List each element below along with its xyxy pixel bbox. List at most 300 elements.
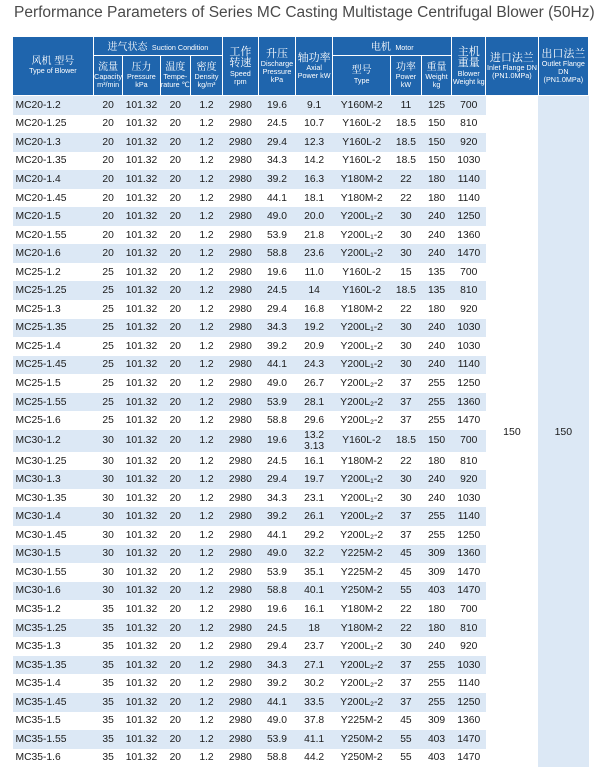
cell-density: 1.2: [191, 712, 223, 731]
cell-temperature: 20: [160, 133, 191, 152]
cell-motor-type: Y200L₂-2: [333, 374, 391, 393]
cell-speed: 2980: [222, 281, 258, 300]
cell-blower-weight: 700: [452, 96, 486, 115]
cell-motor-weight: 309: [421, 563, 452, 582]
cell-speed: 2980: [222, 693, 258, 712]
cell-discharge: 58.8: [258, 582, 295, 601]
header-capacity: 流量 Capacity m³/min: [93, 56, 123, 96]
cell-axial-power: 33.5: [296, 693, 333, 712]
cell-pressure: 101.32: [123, 545, 160, 564]
inlet-flange-value: 150: [486, 96, 538, 768]
page-title: Performance Parameters of Series MC Casting Multistage Centrifugal Blower (50Hz): [14, 4, 595, 21]
cell-density: 1.2: [191, 356, 223, 375]
axial-power-value-2: 3.13: [304, 440, 325, 452]
axial-power-value: 13.2: [304, 429, 325, 441]
cell-capacity: 20: [93, 96, 123, 115]
cell-density: 1.2: [191, 374, 223, 393]
cell-pressure: 101.32: [123, 133, 160, 152]
cell-temperature: 20: [160, 244, 191, 263]
header-speed: 工作 转速 Speed rpm: [222, 37, 258, 96]
cell-motor-weight: 403: [421, 749, 452, 768]
cell-model: MC30-1.55: [13, 563, 94, 582]
cell-blower-weight: 1140: [452, 356, 486, 375]
cell-motor-weight: 309: [421, 712, 452, 731]
cell-motor-type: Y200L₁-2: [333, 470, 391, 489]
cell-discharge: 34.3: [258, 319, 295, 338]
cell-capacity: 30: [93, 582, 123, 601]
cell-axial-power: 26.7: [296, 374, 333, 393]
cell-axial-power: 40.1: [296, 582, 333, 601]
cell-density: 1.2: [191, 489, 223, 508]
cell-motor-weight: 240: [421, 244, 452, 263]
cell-capacity: 20: [93, 189, 123, 208]
cell-motor-weight: 255: [421, 393, 452, 412]
cell-blower-weight: 1140: [452, 507, 486, 526]
cell-speed: 2980: [222, 730, 258, 749]
cell-density: 1.2: [191, 452, 223, 471]
cell-blower-weight: 1140: [452, 170, 486, 189]
cell-discharge: 24.5: [258, 452, 295, 471]
cell-discharge: 34.3: [258, 656, 295, 675]
cell-density: 1.2: [191, 96, 223, 115]
cell-blower-weight: 1140: [452, 674, 486, 693]
cell-density: 1.2: [191, 674, 223, 693]
header-model: 风机 型号 Type of Blower: [13, 37, 94, 96]
header-motor-weight: 重量 Weight kg: [421, 56, 452, 96]
cell-motor-power: 37: [391, 674, 422, 693]
header-axial-power: 轴功率 Axial Power kW: [296, 37, 333, 96]
cell-discharge: 24.5: [258, 619, 295, 638]
cell-density: 1.2: [191, 226, 223, 245]
cell-temperature: 20: [160, 693, 191, 712]
cell-blower-weight: 810: [452, 619, 486, 638]
cell-pressure: 101.32: [123, 96, 160, 115]
cell-temperature: 20: [160, 411, 191, 430]
cell-blower-weight: 810: [452, 115, 486, 134]
cell-capacity: 20: [93, 152, 123, 171]
cell-capacity: 30: [93, 563, 123, 582]
cell-density: 1.2: [191, 393, 223, 412]
cell-model: MC20-1.6: [13, 244, 94, 263]
cell-capacity: 20: [93, 226, 123, 245]
cell-model: MC30-1.5: [13, 545, 94, 564]
cell-blower-weight: 1250: [452, 207, 486, 226]
cell-speed: 2980: [222, 189, 258, 208]
cell-temperature: 20: [160, 96, 191, 115]
cell-discharge: 19.6: [258, 96, 295, 115]
cell-axial-power: 37.8: [296, 712, 333, 731]
cell-motor-type: Y200L₁-2: [333, 337, 391, 356]
cell-temperature: 20: [160, 470, 191, 489]
cell-motor-type: Y160L-2: [333, 281, 391, 300]
cell-axial-power: 18: [296, 619, 333, 638]
cell-motor-type: Y250M-2: [333, 749, 391, 768]
cell-pressure: 101.32: [123, 712, 160, 731]
cell-discharge: 58.8: [258, 244, 295, 263]
cell-motor-power: 55: [391, 730, 422, 749]
cell-blower-weight: 1250: [452, 526, 486, 545]
cell-model: MC35-1.45: [13, 693, 94, 712]
cell-blower-weight: 1030: [452, 656, 486, 675]
cell-axial-power: 21.8: [296, 226, 333, 245]
cell-motor-type: Y180M-2: [333, 600, 391, 619]
cell-blower-weight: 1250: [452, 693, 486, 712]
cell-blower-weight: 1470: [452, 582, 486, 601]
cell-density: 1.2: [191, 207, 223, 226]
cell-model: MC35-1.4: [13, 674, 94, 693]
cell-axial-power: 41.1: [296, 730, 333, 749]
cell-discharge: 39.2: [258, 337, 295, 356]
cell-capacity: 35: [93, 656, 123, 675]
cell-discharge: 44.1: [258, 356, 295, 375]
cell-axial-power: 32.2: [296, 545, 333, 564]
cell-blower-weight: 700: [452, 600, 486, 619]
cell-temperature: 20: [160, 430, 191, 452]
cell-motor-power: 45: [391, 712, 422, 731]
header-inlet-flange: 进口法兰 Inlet Flange DN (PN1.0MPa): [486, 37, 538, 96]
cell-motor-power: 11: [391, 96, 422, 115]
cell-density: 1.2: [191, 507, 223, 526]
cell-motor-power: 18.5: [391, 133, 422, 152]
cell-density: 1.2: [191, 582, 223, 601]
cell-model: MC35-1.55: [13, 730, 94, 749]
cell-motor-power: 18.5: [391, 430, 422, 452]
cell-capacity: 25: [93, 300, 123, 319]
cell-pressure: 101.32: [123, 319, 160, 338]
cell-model: MC25-1.45: [13, 356, 94, 375]
cell-temperature: 20: [160, 263, 191, 282]
cell-motor-power: 30: [391, 356, 422, 375]
cell-temperature: 20: [160, 319, 191, 338]
cell-capacity: 20: [93, 207, 123, 226]
cell-density: 1.2: [191, 133, 223, 152]
cell-capacity: 20: [93, 244, 123, 263]
cell-temperature: 20: [160, 582, 191, 601]
cell-motor-weight: 255: [421, 411, 452, 430]
cell-speed: 2980: [222, 430, 258, 452]
cell-motor-type: Y180M-2: [333, 619, 391, 638]
cell-blower-weight: 1030: [452, 152, 486, 171]
cell-motor-type: Y160L-2: [333, 430, 391, 452]
cell-density: 1.2: [191, 115, 223, 134]
cell-motor-type: Y200L₁-2: [333, 226, 391, 245]
cell-model: MC20-1.5: [13, 207, 94, 226]
cell-discharge: 49.0: [258, 545, 295, 564]
cell-motor-power: 30: [391, 207, 422, 226]
cell-motor-weight: 309: [421, 545, 452, 564]
cell-speed: 2980: [222, 489, 258, 508]
cell-motor-weight: 150: [421, 133, 452, 152]
cell-discharge: 53.9: [258, 393, 295, 412]
cell-speed: 2980: [222, 337, 258, 356]
cell-blower-weight: 1470: [452, 411, 486, 430]
cell-speed: 2980: [222, 637, 258, 656]
cell-motor-weight: 150: [421, 115, 452, 134]
cell-motor-type: Y160M-2: [333, 96, 391, 115]
cell-axial-power: 16.8: [296, 300, 333, 319]
cell-motor-weight: 255: [421, 693, 452, 712]
cell-model: MC25-1.2: [13, 263, 94, 282]
cell-motor-power: 37: [391, 693, 422, 712]
header-density: 密度 Density kg/m³: [191, 56, 223, 96]
cell-motor-weight: 135: [421, 263, 452, 282]
cell-motor-power: 37: [391, 393, 422, 412]
cell-capacity: 35: [93, 619, 123, 638]
cell-blower-weight: 1140: [452, 189, 486, 208]
cell-model: MC35-1.5: [13, 712, 94, 731]
cell-speed: 2980: [222, 374, 258, 393]
cell-blower-weight: 1030: [452, 319, 486, 338]
cell-motor-weight: 180: [421, 300, 452, 319]
cell-capacity: 25: [93, 411, 123, 430]
cell-blower-weight: 700: [452, 263, 486, 282]
cell-capacity: 25: [93, 393, 123, 412]
cell-motor-power: 55: [391, 582, 422, 601]
cell-axial-power: 9.1: [296, 96, 333, 115]
cell-motor-power: 22: [391, 452, 422, 471]
cell-blower-weight: 1470: [452, 244, 486, 263]
cell-model: MC30-1.35: [13, 489, 94, 508]
cell-pressure: 101.32: [123, 374, 160, 393]
cell-motor-type: Y180M-2: [333, 170, 391, 189]
cell-temperature: 20: [160, 170, 191, 189]
cell-pressure: 101.32: [123, 693, 160, 712]
cell-blower-weight: 920: [452, 300, 486, 319]
cell-motor-weight: 240: [421, 319, 452, 338]
table-row: [13, 96, 589, 115]
cell-blower-weight: 1360: [452, 712, 486, 731]
cell-discharge: 19.6: [258, 263, 295, 282]
cell-pressure: 101.32: [123, 281, 160, 300]
cell-temperature: 20: [160, 489, 191, 508]
cell-motor-power: 37: [391, 374, 422, 393]
cell-motor-power: 37: [391, 526, 422, 545]
cell-motor-type: Y200L₂-2: [333, 507, 391, 526]
cell-motor-type: Y225M-2: [333, 712, 391, 731]
cell-pressure: 101.32: [123, 619, 160, 638]
cell-blower-weight: 1360: [452, 393, 486, 412]
cell-temperature: 20: [160, 300, 191, 319]
cell-motor-type: Y200L₂-2: [333, 693, 391, 712]
cell-axial-power: 16.3: [296, 170, 333, 189]
cell-speed: 2980: [222, 563, 258, 582]
cell-pressure: 101.32: [123, 115, 160, 134]
cell-model: MC25-1.25: [13, 281, 94, 300]
cell-axial-power: 35.1: [296, 563, 333, 582]
cell-model: MC30-1.4: [13, 507, 94, 526]
cell-capacity: 25: [93, 337, 123, 356]
cell-pressure: 101.32: [123, 263, 160, 282]
cell-motor-type: Y160L-2: [333, 133, 391, 152]
cell-temperature: 20: [160, 115, 191, 134]
cell-capacity: 20: [93, 170, 123, 189]
cell-temperature: 20: [160, 374, 191, 393]
cell-axial-power: 18.1: [296, 189, 333, 208]
cell-blower-weight: 920: [452, 470, 486, 489]
cell-motor-power: 30: [391, 489, 422, 508]
cell-motor-power: 30: [391, 637, 422, 656]
outlet-flange-value: 150: [538, 96, 588, 768]
cell-temperature: 20: [160, 356, 191, 375]
cell-discharge: 53.9: [258, 563, 295, 582]
cell-axial-power: 10.7: [296, 115, 333, 134]
cell-motor-power: 18.5: [391, 152, 422, 171]
cell-speed: 2980: [222, 393, 258, 412]
cell-speed: 2980: [222, 507, 258, 526]
cell-capacity: 30: [93, 430, 123, 452]
cell-motor-weight: 240: [421, 470, 452, 489]
cell-motor-type: Y160L-2: [333, 263, 391, 282]
cell-discharge: 39.2: [258, 170, 295, 189]
cell-model: MC30-1.6: [13, 582, 94, 601]
cell-model: MC30-1.3: [13, 470, 94, 489]
cell-axial-power: 19.7: [296, 470, 333, 489]
header-motor: 电机 Motor: [333, 37, 452, 56]
cell-speed: 2980: [222, 749, 258, 768]
cell-capacity: 20: [93, 115, 123, 134]
cell-pressure: 101.32: [123, 452, 160, 471]
cell-discharge: 39.2: [258, 507, 295, 526]
cell-model: MC25-1.55: [13, 393, 94, 412]
cell-motor-type: Y200L₂-2: [333, 393, 391, 412]
cell-axial-power: 16.1: [296, 452, 333, 471]
cell-axial-power: 28.1: [296, 393, 333, 412]
cell-motor-type: Y250M-2: [333, 582, 391, 601]
cell-axial-power: 23.6: [296, 244, 333, 263]
cell-capacity: 35: [93, 674, 123, 693]
cell-speed: 2980: [222, 226, 258, 245]
cell-density: 1.2: [191, 300, 223, 319]
cell-motor-weight: 403: [421, 582, 452, 601]
cell-motor-weight: 255: [421, 656, 452, 675]
cell-density: 1.2: [191, 619, 223, 638]
cell-model: MC20-1.4: [13, 170, 94, 189]
cell-motor-weight: 135: [421, 281, 452, 300]
cell-model: MC35-1.25: [13, 619, 94, 638]
cell-motor-weight: 240: [421, 337, 452, 356]
cell-pressure: 101.32: [123, 170, 160, 189]
cell-pressure: 101.32: [123, 356, 160, 375]
cell-discharge: 34.3: [258, 489, 295, 508]
cell-speed: 2980: [222, 300, 258, 319]
cell-motor-power: 37: [391, 411, 422, 430]
cell-axial-power: 29.6: [296, 411, 333, 430]
cell-model: MC20-1.35: [13, 152, 94, 171]
cell-motor-type: Y200L₁-2: [333, 244, 391, 263]
cell-pressure: 101.32: [123, 207, 160, 226]
cell-model: MC35-1.3: [13, 637, 94, 656]
cell-motor-type: Y200L₂-2: [333, 674, 391, 693]
cell-temperature: 20: [160, 712, 191, 731]
header-pressure: 压力 Pressure kPa: [123, 56, 160, 96]
cell-blower-weight: 1470: [452, 749, 486, 768]
cell-capacity: 35: [93, 712, 123, 731]
cell-speed: 2980: [222, 656, 258, 675]
cell-motor-weight: 240: [421, 356, 452, 375]
cell-motor-weight: 180: [421, 452, 452, 471]
cell-motor-power: 30: [391, 319, 422, 338]
cell-density: 1.2: [191, 189, 223, 208]
cell-speed: 2980: [222, 263, 258, 282]
cell-density: 1.2: [191, 170, 223, 189]
cell-discharge: 29.4: [258, 300, 295, 319]
cell-density: 1.2: [191, 600, 223, 619]
cell-blower-weight: 810: [452, 281, 486, 300]
cell-axial-power: 30.2: [296, 674, 333, 693]
cell-density: 1.2: [191, 281, 223, 300]
cell-axial-power: 20.0: [296, 207, 333, 226]
cell-motor-type: Y180M-2: [333, 300, 391, 319]
cell-motor-power: 30: [391, 470, 422, 489]
cell-temperature: 20: [160, 619, 191, 638]
cell-pressure: 101.32: [123, 411, 160, 430]
cell-model: MC20-1.25: [13, 115, 94, 134]
cell-temperature: 20: [160, 337, 191, 356]
cell-density: 1.2: [191, 526, 223, 545]
cell-capacity: 30: [93, 452, 123, 471]
cell-speed: 2980: [222, 712, 258, 731]
cell-blower-weight: 810: [452, 452, 486, 471]
cell-density: 1.2: [191, 337, 223, 356]
cell-pressure: 101.32: [123, 300, 160, 319]
cell-temperature: 20: [160, 563, 191, 582]
cell-speed: 2980: [222, 152, 258, 171]
cell-motor-weight: 403: [421, 730, 452, 749]
cell-density: 1.2: [191, 693, 223, 712]
cell-speed: 2980: [222, 319, 258, 338]
cell-model: MC20-1.45: [13, 189, 94, 208]
cell-density: 1.2: [191, 637, 223, 656]
cell-motor-type: Y250M-2: [333, 730, 391, 749]
cell-discharge: 44.1: [258, 526, 295, 545]
cell-motor-type: Y200L₂-2: [333, 656, 391, 675]
cell-discharge: 44.1: [258, 693, 295, 712]
cell-speed: 2980: [222, 96, 258, 115]
cell-motor-type: Y200L₂-2: [333, 411, 391, 430]
cell-pressure: 101.32: [123, 637, 160, 656]
cell-model: MC35-1.35: [13, 656, 94, 675]
cell-temperature: 20: [160, 545, 191, 564]
cell-model: MC35-1.6: [13, 749, 94, 768]
cell-density: 1.2: [191, 152, 223, 171]
header-temperature: 温度 Tempe-rature ℃: [160, 56, 191, 96]
cell-density: 1.2: [191, 319, 223, 338]
cell-motor-type: Y200L₁-2: [333, 319, 391, 338]
cell-motor-weight: 125: [421, 96, 452, 115]
cell-motor-type: Y200L₁-2: [333, 356, 391, 375]
cell-motor-weight: 180: [421, 600, 452, 619]
cell-density: 1.2: [191, 749, 223, 768]
cell-capacity: 30: [93, 507, 123, 526]
cell-temperature: 20: [160, 674, 191, 693]
cell-pressure: 101.32: [123, 152, 160, 171]
cell-axial-power: 16.1: [296, 600, 333, 619]
cell-axial-power: 23.7: [296, 637, 333, 656]
cell-speed: 2980: [222, 674, 258, 693]
cell-speed: 2980: [222, 170, 258, 189]
cell-motor-weight: 255: [421, 674, 452, 693]
cell-capacity: 30: [93, 489, 123, 508]
cell-discharge: 29.4: [258, 637, 295, 656]
cell-discharge: 39.2: [258, 674, 295, 693]
cell-blower-weight: 1470: [452, 730, 486, 749]
cell-motor-power: 30: [391, 337, 422, 356]
cell-model: MC30-1.2: [13, 430, 94, 452]
cell-speed: 2980: [222, 356, 258, 375]
cell-motor-type: Y200L₁-2: [333, 637, 391, 656]
header-motor-type: 型号 Type: [333, 56, 391, 96]
cell-axial-power: 12.3: [296, 133, 333, 152]
